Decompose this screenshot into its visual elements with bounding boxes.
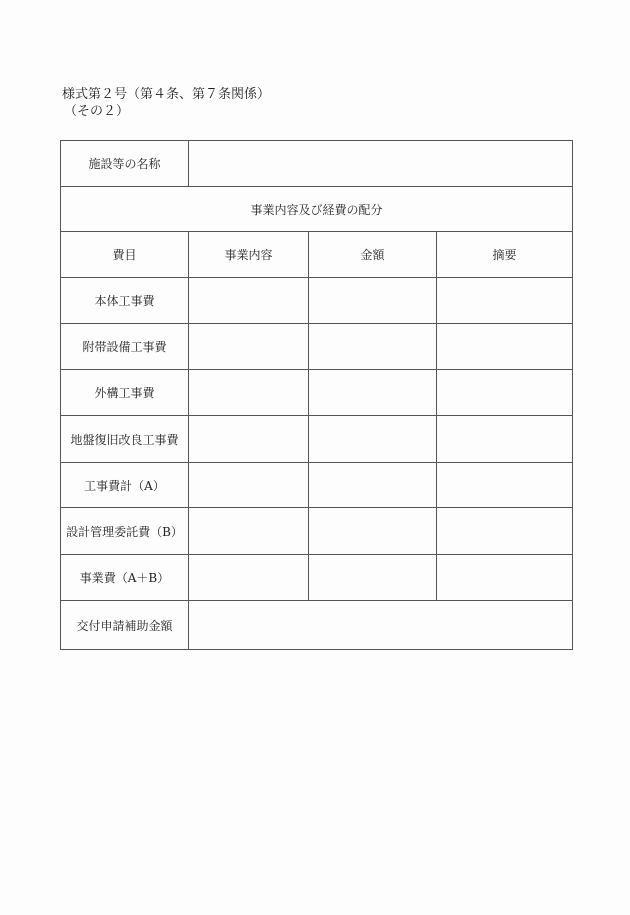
content-cell[interactable] — [189, 324, 309, 370]
note-cell[interactable] — [437, 555, 573, 601]
column-header-note: 摘要 — [437, 232, 573, 278]
content-cell[interactable] — [189, 555, 309, 601]
facility-name-field[interactable] — [189, 141, 573, 187]
row-label: 外構工事費 — [61, 370, 189, 416]
subsidy-amount-field[interactable] — [189, 601, 573, 650]
note-cell[interactable] — [437, 463, 573, 508]
form-subtitle: （その２） — [64, 104, 130, 119]
table-row — [61, 555, 573, 601]
section-title-row — [61, 187, 573, 232]
facility-name-row — [61, 141, 573, 187]
subsidy-row — [61, 601, 573, 650]
note-cell[interactable] — [437, 508, 573, 555]
amount-cell[interactable] — [309, 463, 437, 508]
facility-name-label: 施設等の名称 — [61, 141, 189, 187]
expense-allocation-table — [60, 140, 573, 650]
amount-cell[interactable] — [309, 416, 437, 463]
note-cell[interactable] — [437, 278, 573, 324]
column-header-row — [61, 232, 573, 278]
note-cell[interactable] — [437, 416, 573, 463]
row-label: 地盤復旧改良工事費 — [61, 416, 189, 463]
table-row — [61, 370, 573, 416]
table-row — [61, 508, 573, 555]
table-row — [61, 324, 573, 370]
content-cell[interactable] — [189, 416, 309, 463]
content-cell[interactable] — [189, 508, 309, 555]
note-cell[interactable] — [437, 370, 573, 416]
column-header-content: 事業内容 — [189, 232, 309, 278]
column-header-item: 費目 — [61, 232, 189, 278]
note-cell[interactable] — [437, 324, 573, 370]
row-label: 工事費計（A） — [61, 463, 189, 508]
form-title: 様式第２号（第４条、第７条関係） — [62, 87, 271, 102]
row-label: 事業費（A＋B） — [61, 555, 189, 601]
section-title: 事業内容及び経費の配分 — [61, 187, 573, 232]
subsidy-label: 交付申請補助金額 — [61, 601, 189, 650]
row-label: 設計管理委託費（B） — [61, 508, 189, 555]
row-label: 本体工事費 — [61, 278, 189, 324]
amount-cell[interactable] — [309, 324, 437, 370]
content-cell[interactable] — [189, 370, 309, 416]
amount-cell[interactable] — [309, 508, 437, 555]
row-label: 附帯設備工事費 — [61, 324, 189, 370]
amount-cell[interactable] — [309, 555, 437, 601]
table-row — [61, 463, 573, 508]
amount-cell[interactable] — [309, 370, 437, 416]
column-header-amount: 金額 — [309, 232, 437, 278]
content-cell[interactable] — [189, 463, 309, 508]
amount-cell[interactable] — [309, 278, 437, 324]
content-cell[interactable] — [189, 278, 309, 324]
table-row — [61, 416, 573, 463]
form-header — [62, 86, 270, 120]
table-row — [61, 278, 573, 324]
